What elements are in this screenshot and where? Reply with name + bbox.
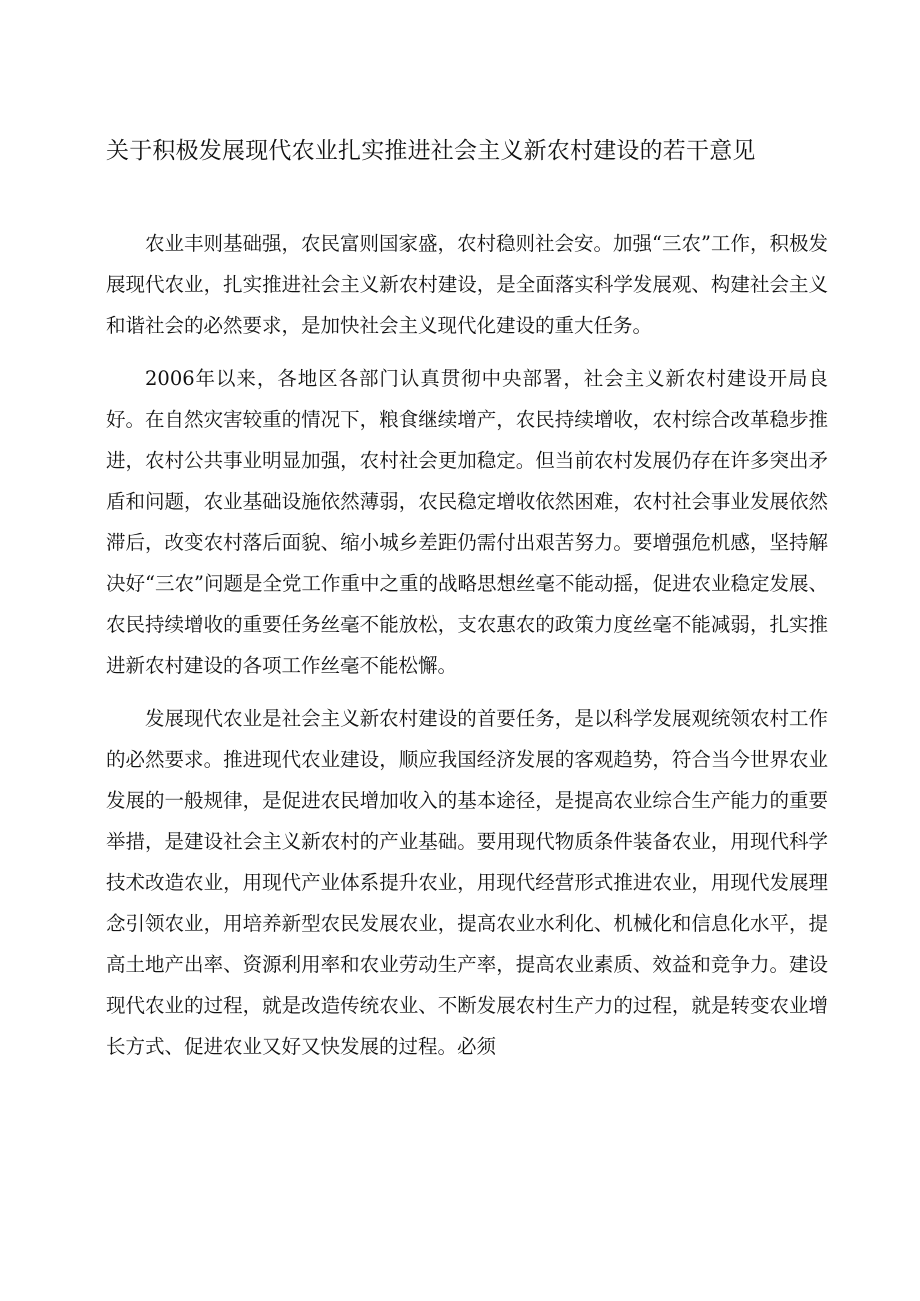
paragraph-2: 2006年以来，各地区各部门认真贯彻中央部署，社会主义新农村建设开局良好。在自然灾害较重的情况下，粮食继续增产，农民持续增收，农村综合改革稳步推进，农村公共事业明显加强，农村社会更加稳定。但当前农村发展仍存在许多突出矛盾和问题，农业基础设施依然薄弱，农民稳定增收依然困难，农村社会事业发展依然滞后，改变农村落后面貌、缩小城乡差距仍需付出艰苦努力。要增强危机感，坚持解决好“三农”问题是全党工作重中之重的战略思想丝毫不能动摇，促进农业稳定发展、农民持续增收的重要任务丝毫不能放松，支农惠农的政策力度丝毫不能减弱，扎实推进新农村建设的各项工作丝毫不能松懈。 [106,367,828,677]
document-body [106,223,828,1079]
paragraph-3: 发展现代农业是社会主义新农村建设的首要任务，是以科学发展观统领农村工作的必然要求。推进现代农业建设，顺应我国经济发展的客观趋势，符合当今世界农业发展的一般规律，是促进农民增加收入的基本途径，是提高农业综合生产能力的重要举措，是建设社会主义新农村的产业基础。要用现代物质条件装备农业，用现代科学技术改造农业，用现代产业体系提升农业，用现代经营形式推进农业，用现代发展理念引领农业，用培养新型农民发展农业，提高农业水利化、机械化和信息化水平，提高土地产出率、资源利用率和农业劳动生产率，提高农业素质、效益和竞争力。建设现代农业的过程，就是改造传统农业、不断发展农村生产力的过程，就是转变农业增长方式、促进农业又好又快发展的过程。必须 [106,707,828,1058]
paragraph-1: 农业丰则基础强，农民富则国家盛，农村稳则社会安。加强“三农”工作，积极发展现代农业，扎实推进社会主义新农村建设，是全面落实科学发展观、构建社会主义和谐社会的必然要求，是加快社会主义现代化建设的重大任务。 [106,232,828,337]
document-title: 关于积极发展现代农业扎实推进社会主义新农村建设的若干意见 [106,138,756,164]
